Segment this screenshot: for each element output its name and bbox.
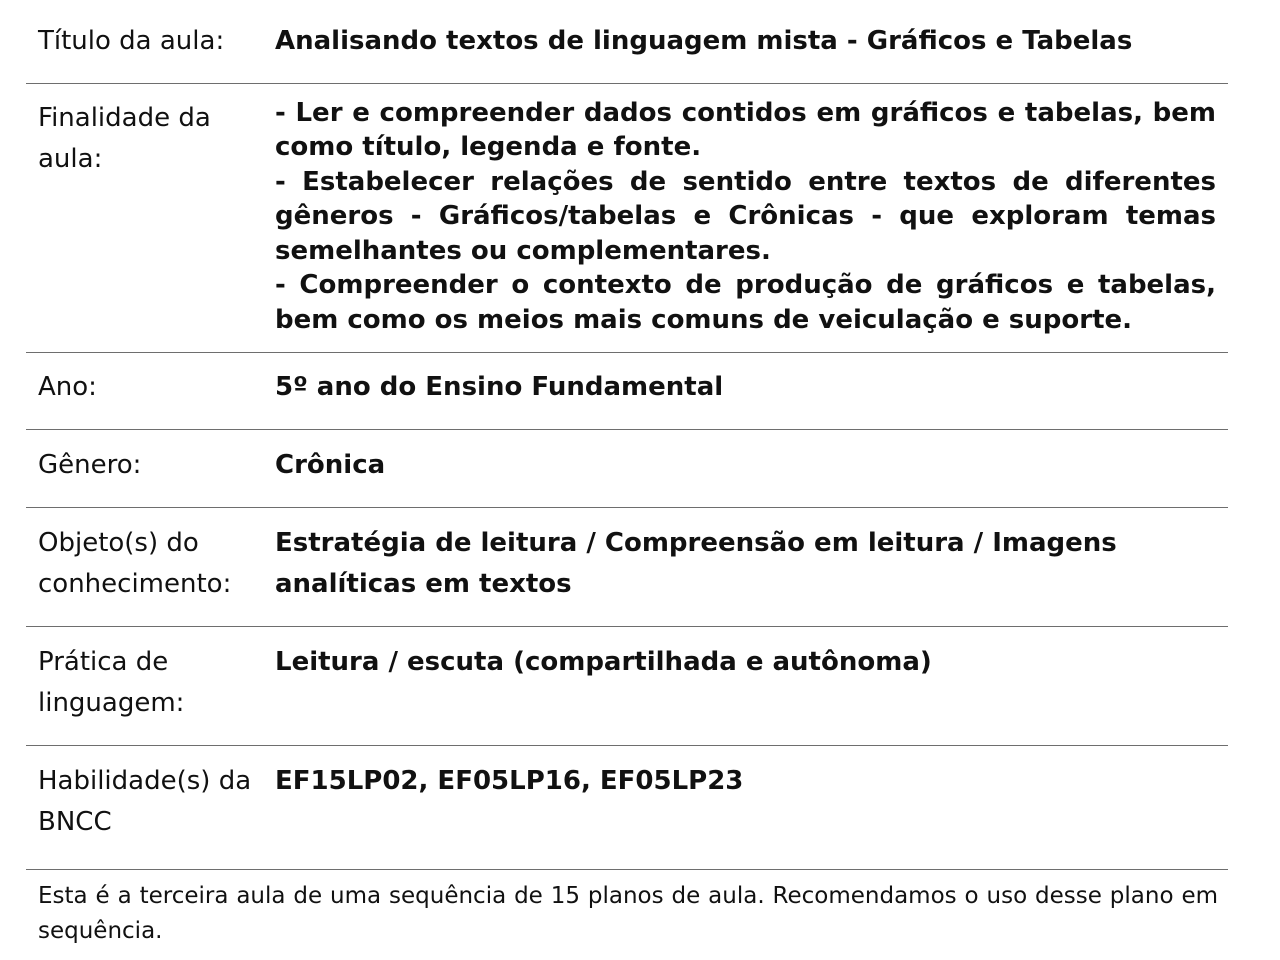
lesson-plan-table [26, 0, 1228, 870]
value-ano: 5º ano do Ensino Fundamental [275, 371, 724, 402]
value-pratica: Leitura / escuta (compartilhada e autônoma) [275, 646, 932, 677]
row-genero [26, 429, 1228, 507]
finalidade-list [275, 84, 1216, 338]
value-genero: Crônica [275, 449, 386, 480]
value-finalidade [275, 83, 1228, 352]
row-finalidade [26, 83, 1228, 352]
label-titulo: Título da aula: [38, 26, 225, 56]
finalidade-item: - Ler e compreender dados contidos em gráficos e tabelas, bem como título, legenda e fonte. [275, 97, 1216, 162]
label-cell-finalidade [26, 83, 275, 352]
row-ano [26, 352, 1228, 429]
label-ano: Ano: [38, 371, 97, 402]
label-pratica: Prática de linguagem: [38, 646, 185, 718]
sequence-note: Esta é a terceira aula de uma sequência de 15 planos de aula. Recomendamos o uso desse plano em sequência. [38, 883, 1218, 944]
finalidade-item: - Estabelecer relações de sentido entre textos de diferentes gêneros - Gráficos/tabelas e Crônicas - que exploram temas semelhantes ou complementares. [275, 166, 1216, 266]
label-habilidades: Habilidade(s) da BNCC [38, 765, 252, 837]
value-titulo: Analisando textos de linguagem mista - Gráficos e Tabelas [275, 26, 1133, 56]
row-pratica [26, 626, 1228, 745]
label-genero: Gênero: [38, 449, 142, 480]
row-habilidades [26, 745, 1228, 869]
label-objetos: Objeto(s) do conhecimento: [38, 527, 232, 599]
finalidade-item: - Compreender o contexto de produção de gráficos e tabelas, bem como os meios mais comuns de veiculação e suporte. [275, 270, 1216, 335]
value-objetos: Estratégia de leitura / Compreensão em leitura / Imagens analíticas em textos [275, 527, 1117, 599]
lesson-plan [26, 0, 1228, 870]
value-habilidades: EF15LP02, EF05LP16, EF05LP23 [275, 765, 744, 796]
row-objetos [26, 507, 1228, 626]
label-finalidade: Finalidade da aula: [38, 102, 211, 174]
row-titulo [26, 0, 1228, 83]
